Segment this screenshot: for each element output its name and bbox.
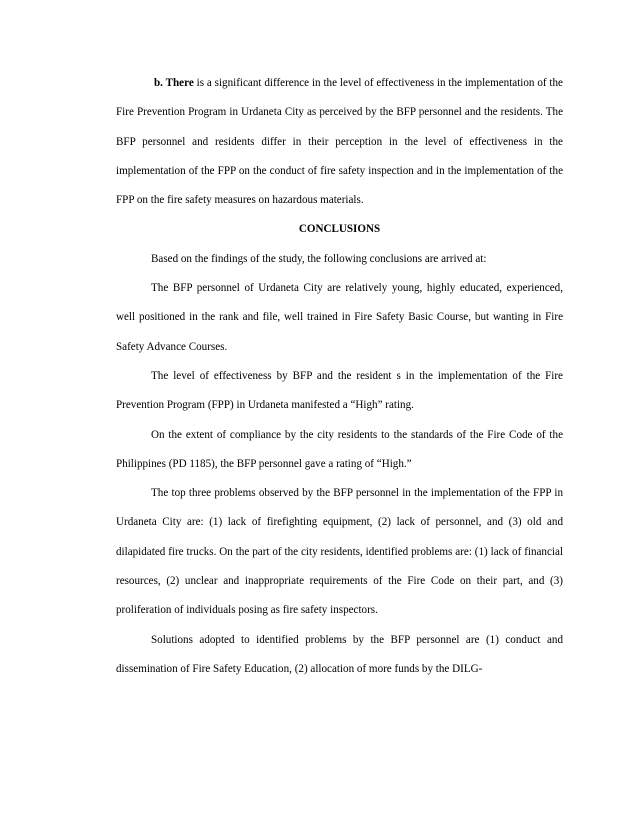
conclusion-paragraph-effectiveness: The level of effectiveness by BFP and the resident s in the implementation of the Fire Prevention Program (FPP) in Urdaneta manifested a “High” rating. — [116, 369, 563, 412]
finding-b-paragraph — [116, 69, 563, 215]
conclusion-paragraph-personnel: The BFP personnel of Urdaneta City are relatively young, highly educated, experienced, well positioned in the rank and file, well trained in Fire Safety Basic Course, but wanting in Fire Safety Advance Courses. — [116, 282, 563, 353]
conclusions-heading: CONCLUSIONS — [298, 223, 381, 236]
finding-b-text: is a significant difference in the level of effectiveness in the implementation of the Fire Prevention Program in Urdaneta City as perceived by the BFP personnel and the residents. The BFP personnel and residents differ in their perception in the level of effectiveness in the implementation of the FPP on the conduct of fire safety inspection and in the implementation of the FPP on the fire safety measures on hazardous materials. — [116, 77, 563, 207]
finding-b-lead: b. There — [154, 77, 194, 89]
conclusion-paragraph-intro: Based on the findings of the study, the following conclusions are arrived at: — [151, 252, 487, 265]
document-page — [116, 69, 563, 684]
conclusion-paragraph-problems: The top three problems observed by the BFP personnel in the implementation of the FPP in Urdaneta City are: (1) lack of firefighting equipment, (2) lack of personnel, and (3) old and dilapidated fire trucks. On the part of the city residents, identified problems are: (1) lack of financial resources, (2) unclear and inappropriate requirements of the Fire Code on their part, and (3) proliferation of individuals posing as fire safety inspectors. — [116, 487, 563, 617]
conclusion-paragraph-solutions: Solutions adopted to identified problems by the BFP personnel are (1) conduct and dissemination of Fire Safety Education, (2) allocation of more funds by the DILG- — [116, 633, 563, 675]
conclusion-paragraph-compliance: On the extent of compliance by the city residents to the standards of the Fire Code of the Philippines (PD 1185), the BFP personnel gave a rating of “High.” — [116, 428, 563, 470]
